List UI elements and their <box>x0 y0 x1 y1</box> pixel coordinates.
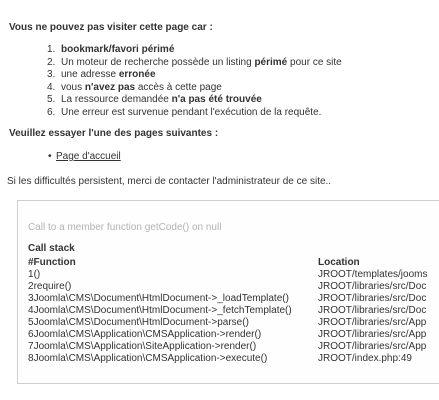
item-emphasis: erronée <box>118 69 156 80</box>
function-cell <box>28 317 318 329</box>
table-row <box>28 353 427 365</box>
function-name: require() <box>33 281 72 292</box>
function-name: Joomla\CMS\Document\HtmlDocument->_fetchTemplate() <box>33 305 292 316</box>
item-number: 2. <box>47 56 56 68</box>
location-cell: JROOT/libraries/src/App <box>318 317 427 328</box>
table-row <box>28 341 427 353</box>
table-row <box>28 305 427 317</box>
intro-heading: Vous ne pouvez pas visiter cette page car : <box>9 22 213 33</box>
row-number: 2 <box>28 281 34 292</box>
location-cell: JROOT/templates/jooms <box>318 269 428 280</box>
function-cell <box>28 341 318 353</box>
item-text: une adresse <box>61 69 119 80</box>
list-item <box>47 57 342 70</box>
item-number: 5. <box>47 94 56 105</box>
item-emphasis: n'a pas été trouvée <box>171 94 262 105</box>
table-row <box>28 293 427 305</box>
row-number: 1 <box>28 269 34 280</box>
list-item <box>48 151 121 162</box>
row-number: 8 <box>28 353 34 364</box>
table-row <box>28 329 427 341</box>
list-item <box>47 94 342 107</box>
function-cell <box>28 293 318 305</box>
function-cell <box>28 269 318 281</box>
location-cell: JROOT/libraries/src/Doc <box>318 281 427 292</box>
list-item <box>47 44 342 57</box>
item-text: vous <box>61 81 85 93</box>
reasons-list <box>9 44 342 119</box>
call-stack-table <box>28 255 427 365</box>
function-cell <box>28 305 318 317</box>
call-stack-title: Call stack <box>28 243 75 254</box>
location-cell: JROOT/libraries/src/App <box>318 341 427 352</box>
location-column-header: Location <box>318 257 360 268</box>
table-row <box>28 269 427 281</box>
item-text: accès à cette page <box>135 81 222 93</box>
row-number: 4 <box>28 305 34 316</box>
suggested-pages-list <box>9 151 121 162</box>
list-item <box>47 69 342 82</box>
function-name: () <box>33 269 41 280</box>
location-cell: JROOT/index.php:49 <box>318 353 412 364</box>
row-number: 7 <box>28 341 34 352</box>
home-page-link[interactable]: Page d'accueil <box>56 151 121 162</box>
list-item <box>47 82 342 95</box>
function-name: Joomla\CMS\Application\SiteApplication->render() <box>33 341 257 352</box>
item-number: 3. <box>47 69 56 80</box>
function-name: Joomla\CMS\Document\HtmlDocument->parse() <box>33 317 249 328</box>
function-cell <box>28 281 318 293</box>
suggestions-heading: Veuillez essayer l'une des pages suivantes : <box>9 128 219 139</box>
function-column-header: #Function <box>28 257 76 268</box>
item-text: Une erreur est survenue pendant l'exécution de la requête. <box>61 106 322 118</box>
error-details-panel <box>17 200 439 384</box>
function-cell <box>28 329 318 341</box>
item-emphasis: bookmark/favori périmé <box>61 44 175 55</box>
item-emphasis: périmé <box>254 56 288 68</box>
item-text: La ressource demandée <box>61 94 172 105</box>
contact-message: Si les difficultés persistent, merci de contacter l'administrateur de ce site.. <box>7 176 332 187</box>
table-row <box>28 317 427 329</box>
bullet-icon: • <box>48 151 52 162</box>
table-row <box>28 281 427 293</box>
error-message: Call to a member function getCode() on null <box>28 222 222 233</box>
table-header-row <box>28 255 427 269</box>
row-number: 6 <box>28 329 34 340</box>
function-cell <box>28 353 318 365</box>
location-cell: JROOT/libraries/src/Doc <box>318 293 427 304</box>
function-name: Joomla\CMS\Application\CMSApplication->execute() <box>33 353 268 364</box>
function-name: Joomla\CMS\Document\HtmlDocument->_loadTemplate() <box>33 293 289 304</box>
function-name: Joomla\CMS\Application\CMSApplication->render() <box>33 329 262 340</box>
item-number: 4. <box>47 81 56 93</box>
item-number: 1. <box>47 44 56 55</box>
list-item <box>47 107 342 120</box>
item-number: 6. <box>47 106 56 118</box>
row-number: 5 <box>28 317 34 328</box>
item-text: Un moteur de recherche possède un listing <box>61 56 255 68</box>
item-emphasis: n'avez pas <box>84 81 136 93</box>
row-number: 3 <box>28 293 34 304</box>
location-cell: JROOT/libraries/src/Doc <box>318 305 427 316</box>
item-text: pour ce site <box>287 56 342 68</box>
location-cell: JROOT/libraries/src/App <box>318 329 427 340</box>
